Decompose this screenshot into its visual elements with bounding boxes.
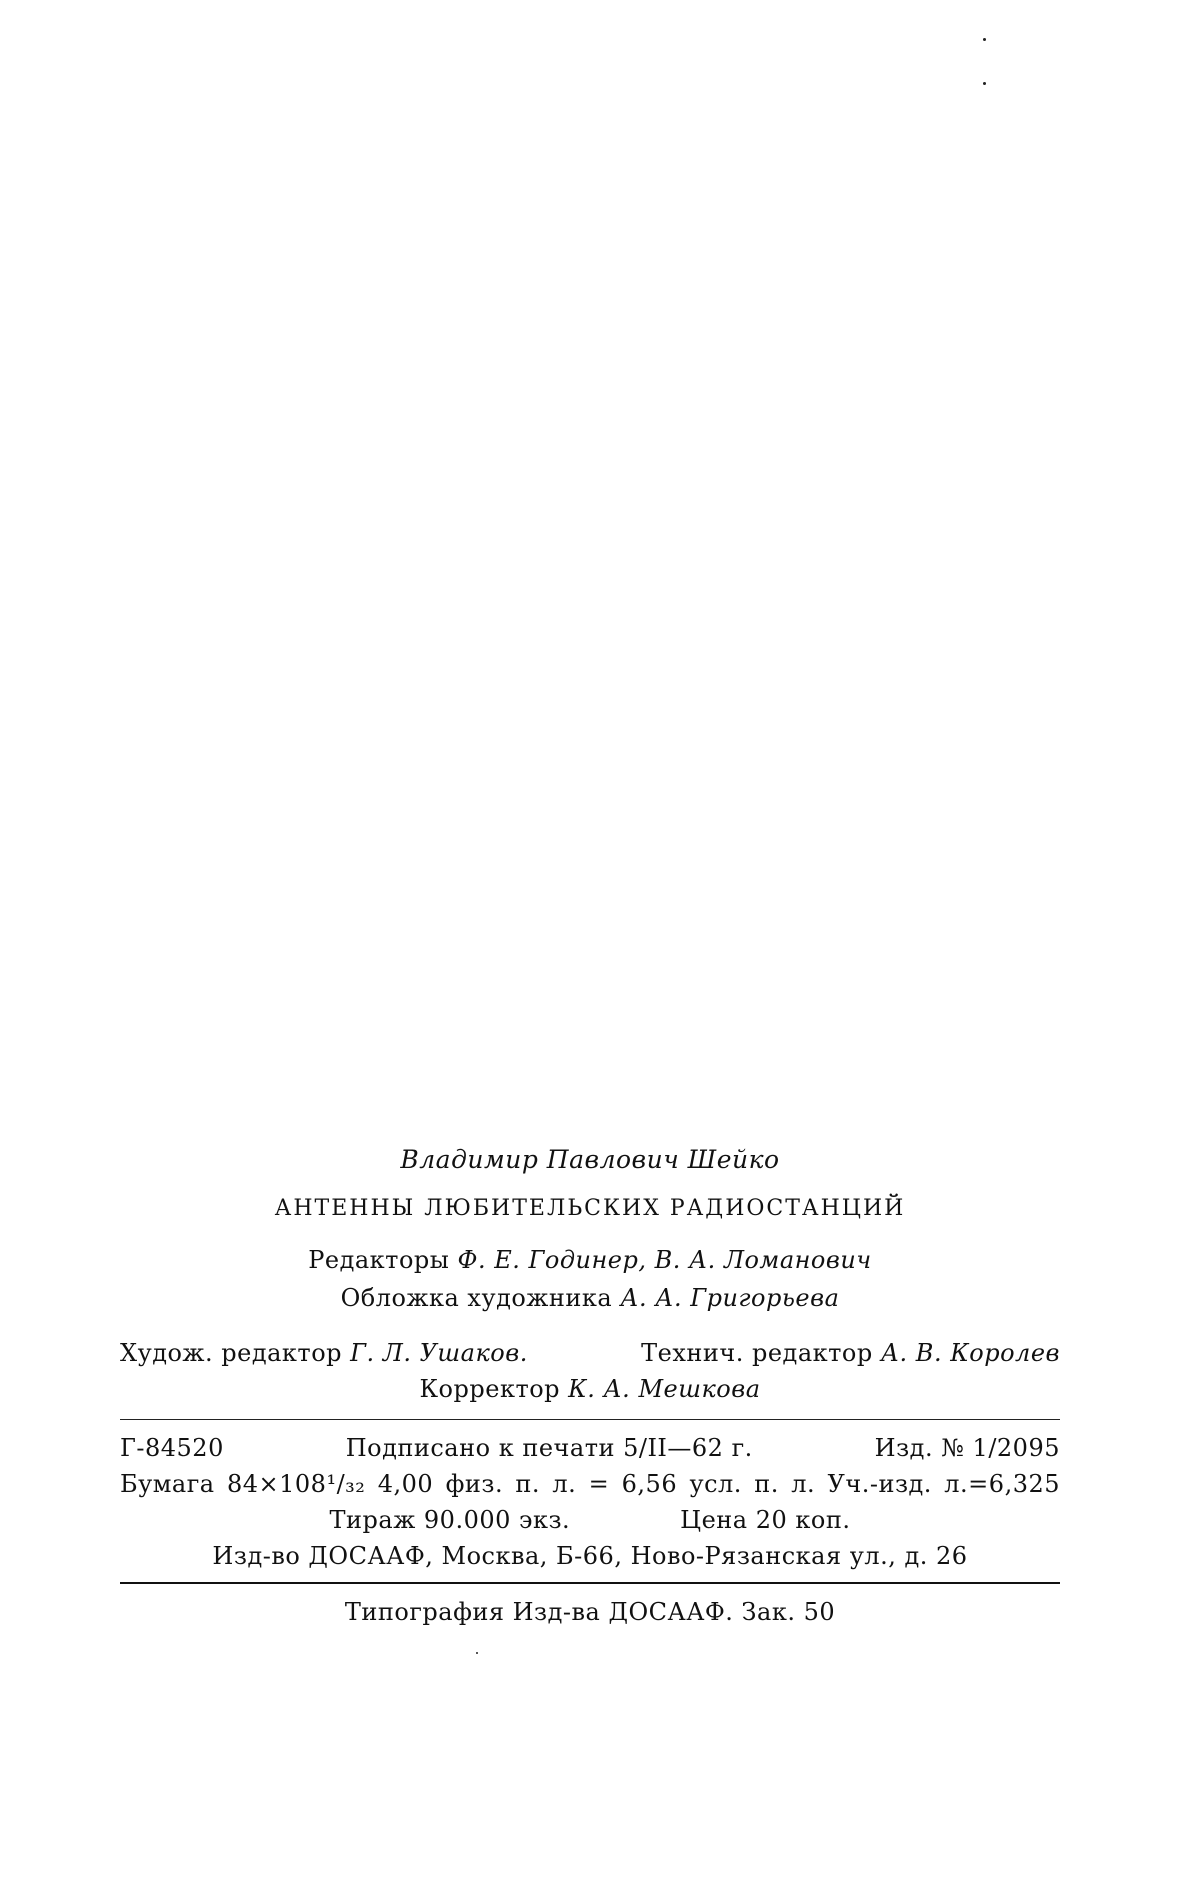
art-editor [120,1335,528,1371]
editors-line [120,1241,1060,1279]
editors-label: Редакторы [308,1246,450,1274]
cover-artist-line [120,1279,1060,1317]
signed-date: Подписано к печати 5/II—62 г. [345,1434,753,1462]
colophon [120,1145,1060,1630]
scan-speck [476,1652,478,1654]
art-editor-label: Худож. редактор [120,1339,343,1367]
publisher-address: Изд-во ДОСААФ, Москва, Б-66, Ново-Рязанская ул., д. 26 [212,1542,968,1570]
book-title: АНТЕННЫ ЛЮБИТЕЛЬСКИХ РАДИОСТАНЦИЙ [274,1196,906,1221]
order-code: Г-84520 [120,1434,224,1462]
printing-house: Типография Изд-ва ДОСААФ. Зак. 50 [344,1598,836,1626]
author-name: Владимир Павлович Шейко [400,1145,780,1174]
cover-label: Обложка художника [340,1284,613,1312]
tech-editor-name: А. В. Королев [880,1339,1060,1367]
tech-editor-label: Технич. редактор [641,1339,873,1367]
imprint-row-3 [120,1502,1060,1538]
print-run: Тираж 90.000 экз. [329,1506,571,1534]
tech-editor [641,1335,1060,1371]
paper-format: Бумага 84×108¹/₃₂ 4,00 физ. п. л. = 6,56 усл. п. л. Уч.-изд. л.=6,325 [120,1470,1060,1498]
imprint-row-1 [120,1430,1060,1466]
proofreader-line [120,1371,1060,1407]
cover-artist-name: А. А. Григорьева [620,1284,840,1312]
proofreader-name: К. А. Мешкова [568,1375,761,1403]
editors-names: Ф. Е. Годинер, В. А. Ломанович [457,1246,872,1274]
edition-number: Изд. № 1/2095 [874,1434,1060,1462]
staff-block [120,1335,1060,1407]
divider-rule-thick [120,1582,1060,1584]
imprint-row-2 [120,1466,1060,1502]
staff-editors-line [120,1335,1060,1371]
price: Цена 20 коп. [680,1506,851,1534]
scan-speck [983,82,986,85]
proofreader-label: Корректор [419,1375,561,1403]
art-editor-name: Г. Л. Ушаков. [350,1339,528,1367]
divider-rule [120,1419,1060,1420]
scan-speck [983,38,986,41]
